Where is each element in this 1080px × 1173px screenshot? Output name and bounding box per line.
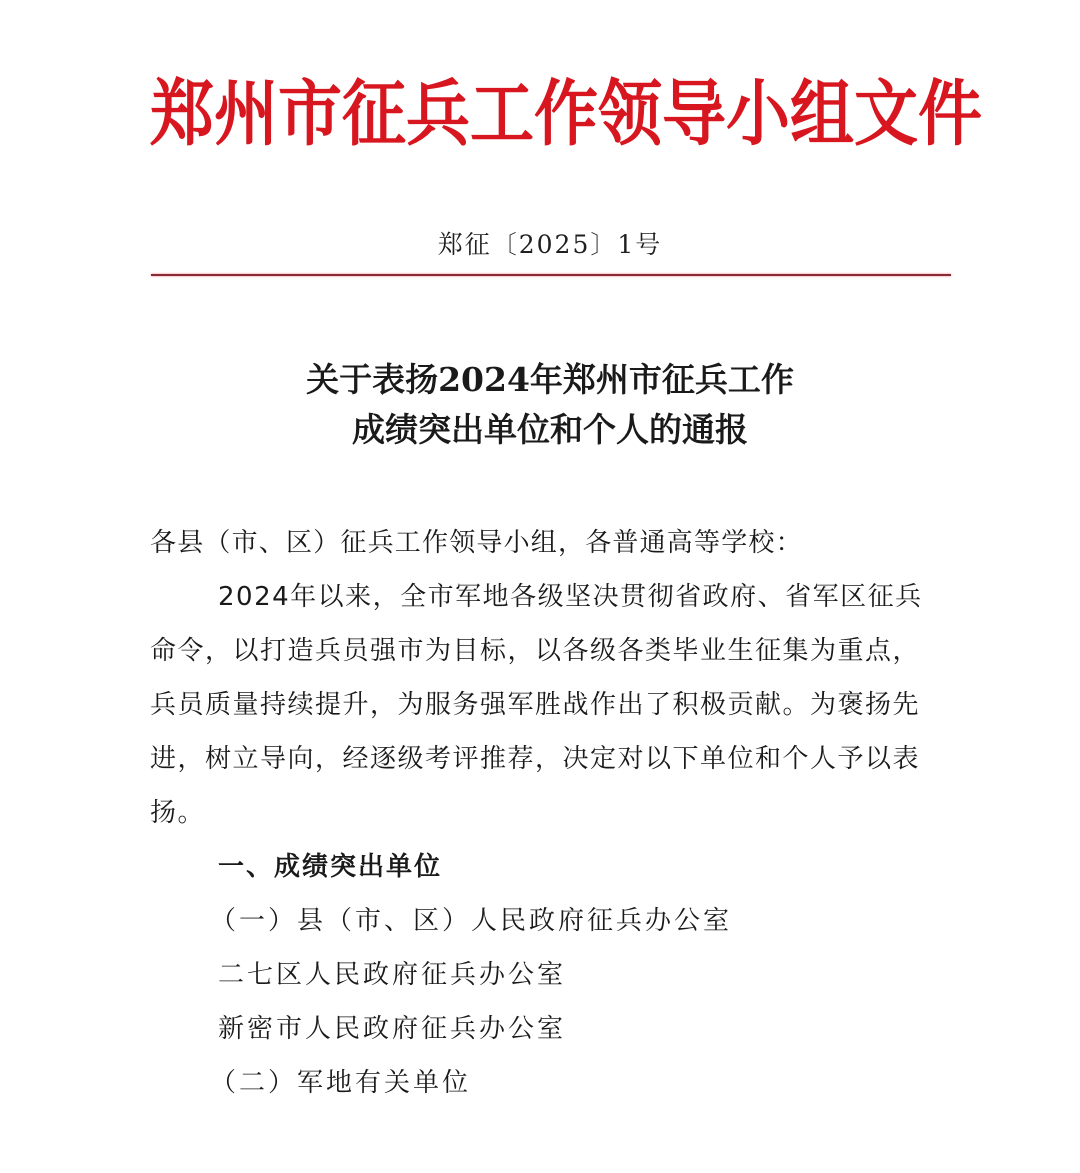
document-body: [150, 516, 975, 1110]
body-line-2: 命令，以打造兵员强市为目标，以各级各类毕业生征集为重点，: [150, 636, 921, 666]
document-masthead: 郑州市征兵工作领导小组文件: [150, 72, 982, 157]
body-line-4: 进，树立导向，经逐级考评推荐，决定对以下单位和个人予以表: [150, 744, 921, 774]
salutation: 各县（市、区）征兵工作领导小组，各普通高等学校：: [150, 528, 803, 558]
body-line-3: 兵员质量持续提升，为服务强军胜战作出了积极贡献。为褒扬先: [150, 690, 921, 720]
title-line-2: 成绩突出单位和个人的通报: [352, 410, 748, 449]
masthead-divider-line: [151, 274, 951, 276]
body-line-1: 2024年以来，全市军地各级坚决贯彻省政府、省军区征兵: [218, 582, 923, 612]
document-number: 郑征〔2025〕1号: [437, 230, 663, 259]
unit-item: 新密市人民政府征兵办公室: [218, 1014, 567, 1044]
subsection-heading-military-civil-units: （二）军地有关单位: [210, 1068, 472, 1098]
section-heading-outstanding-units: 一、成绩突出单位: [218, 852, 443, 882]
body-paragraph: [150, 570, 975, 840]
unit-item: 二七区人民政府征兵办公室: [218, 960, 567, 990]
subsection-heading-county-offices: （一）县（市、区）人民政府征兵办公室: [210, 906, 733, 936]
title-line-1: 关于表扬2024年郑州市征兵工作: [306, 360, 794, 399]
document-title: [150, 355, 950, 455]
body-line-5: 扬。: [150, 798, 206, 828]
